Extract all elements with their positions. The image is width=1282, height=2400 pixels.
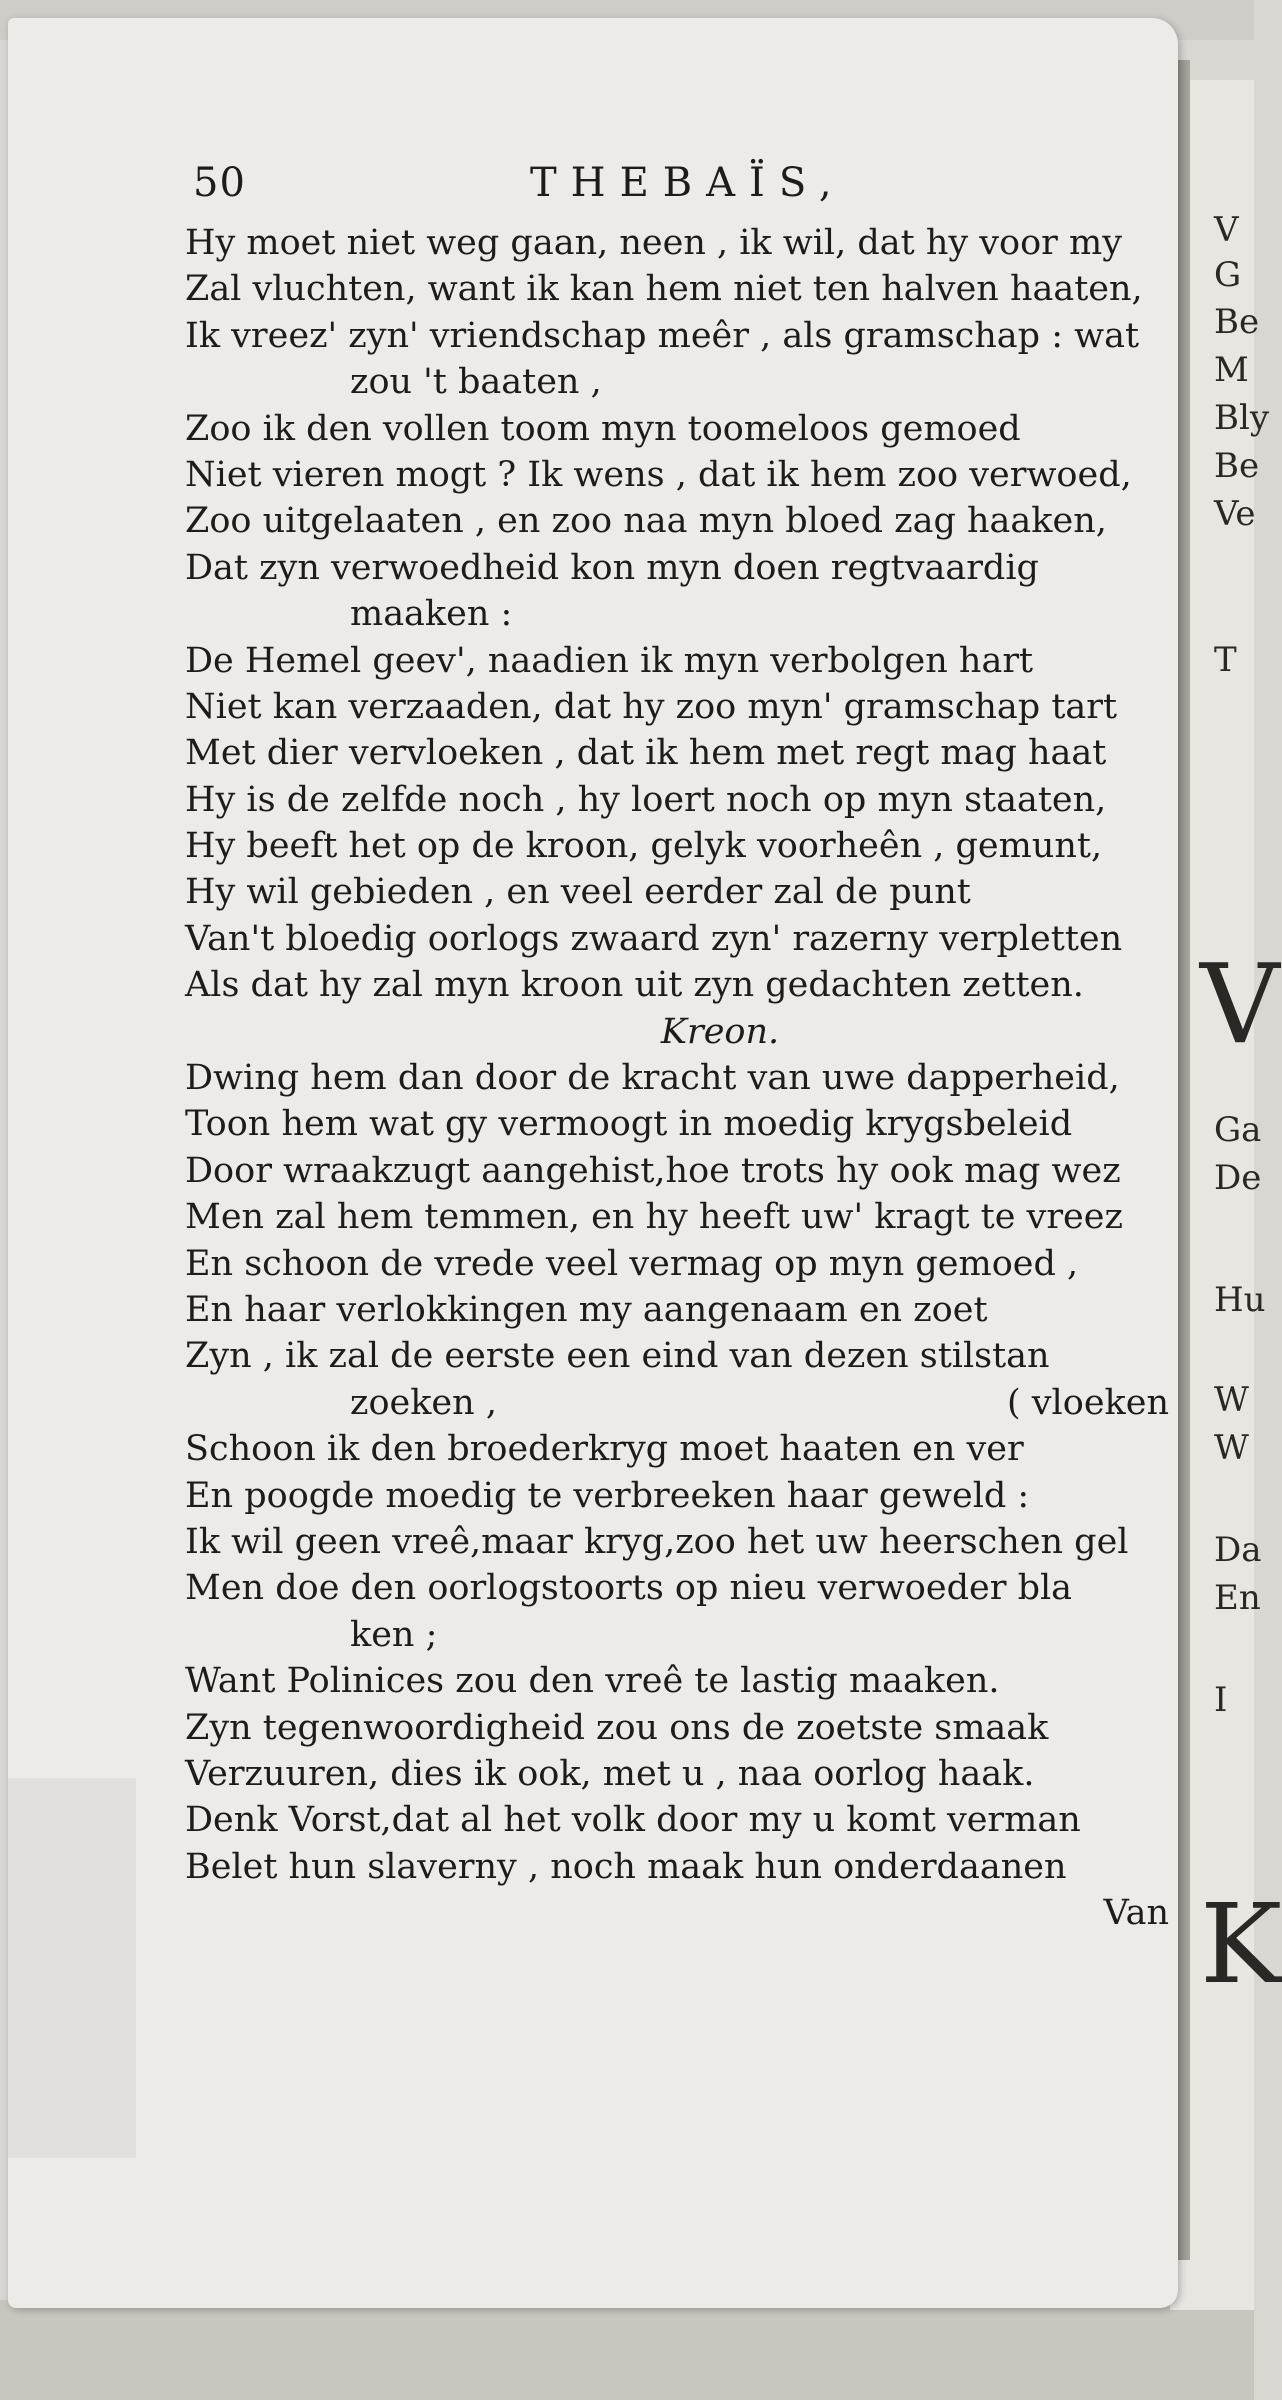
verse-line xyxy=(185,1565,1175,1611)
verse-line xyxy=(185,1705,1175,1751)
verse-text: Hy wil gebieden , en veel eerder zal de punt xyxy=(185,872,971,913)
verse-text: Men doe den oorlogstoorts op nieu verwoeder bla xyxy=(185,1568,1073,1609)
facing-fragment: V xyxy=(1200,940,1280,1068)
speaker-name xyxy=(185,1009,1175,1055)
verse-text: En poogde moedig te verbreeken haar geweld : xyxy=(185,1475,1030,1516)
facing-fragment: De xyxy=(1214,1158,1262,1198)
verse-text: Ik vreez' zyn' vriendschap meêr , als gramschap : wat xyxy=(185,315,1140,356)
facing-fragment: M xyxy=(1214,350,1249,390)
verse-line xyxy=(185,313,1175,359)
facing-fragment: Be xyxy=(1214,302,1260,342)
verse-line xyxy=(185,406,1175,452)
verse-line xyxy=(185,1241,1175,1287)
verse-text: Belet hun slaverny , noch maak hun onderdaanen xyxy=(185,1846,1067,1887)
verse-text: Toon hem wat gy vermoogt in moedig krygsbeleid xyxy=(185,1104,1073,1145)
verse-text: Door wraakzugt aangehist,hoe trots hy ook mag wez xyxy=(185,1150,1121,1191)
facing-fragment: W xyxy=(1214,1428,1249,1468)
verse-line xyxy=(185,1612,1175,1658)
page-text xyxy=(185,160,1175,1936)
verse-text: Zyn tegenwoordigheid zou ons de zoetste smaak xyxy=(185,1707,1049,1748)
verse-line xyxy=(185,545,1175,591)
facing-fragment: I xyxy=(1214,1680,1228,1720)
verse-line xyxy=(185,1148,1175,1194)
verse-line xyxy=(185,1473,1175,1519)
verse-line xyxy=(185,730,1175,776)
verse-text: Zoo uitgelaaten , en zoo naa myn bloed zag haaken, xyxy=(185,501,1107,542)
facing-fragment: En xyxy=(1214,1578,1261,1618)
verse-lines xyxy=(185,220,1175,1936)
verse-line xyxy=(185,1055,1175,1101)
verse-overflow: ( vloeken xyxy=(1007,1382,1169,1423)
facing-fragment: V xyxy=(1214,210,1239,250)
verse-line xyxy=(185,916,1175,962)
verse-text: Hy beeft het op de kroon, gelyk voorheên , gemunt, xyxy=(185,826,1103,867)
verse-text: Men zal hem temmen, en hy heeft uw' kragt te vreez xyxy=(185,1197,1123,1238)
verse-text: En haar verlokkingen my aangenaam en zoet xyxy=(185,1289,988,1330)
verse-line xyxy=(185,1101,1175,1147)
verse-text: Van't bloedig oorlogs zwaard zyn' razerny verpletten xyxy=(185,918,1123,959)
verse-text: Zoo ik den vollen toom myn toomeloos gemoed xyxy=(185,408,1021,449)
verse-text: Want Polinices zou den vreê te lastig maaken. xyxy=(185,1661,1000,1702)
verse-text: Verzuuren, dies ik ook, met u , naa oorlog haak. xyxy=(185,1753,1035,1794)
verse-line xyxy=(185,1333,1175,1379)
verse-line xyxy=(185,962,1175,1008)
catchword: Van xyxy=(1103,1893,1169,1934)
verse-line xyxy=(185,1797,1175,1843)
facing-fragment: Bly xyxy=(1214,398,1270,438)
verse-line xyxy=(185,1844,1175,1890)
verse-text: Hy moet niet weg gaan, neen , ik wil, dat hy voor my xyxy=(185,223,1123,263)
verse-line xyxy=(185,1751,1175,1797)
verse-line xyxy=(185,220,1175,266)
facing-fragment: Hu xyxy=(1214,1280,1266,1320)
verse-text: Met dier vervloeken , dat ik hem met regt mag haat xyxy=(185,733,1107,774)
verse-text: En schoon de vrede veel vermag op myn gemoed , xyxy=(185,1243,1079,1284)
verse-text: Denk Vorst,dat al het volk door my u komt verman xyxy=(185,1800,1081,1841)
facing-fragment: G xyxy=(1214,255,1242,295)
running-head xyxy=(185,160,1175,220)
verse-text: ken ; xyxy=(350,1614,438,1655)
verse-line xyxy=(185,1287,1175,1333)
verse-line xyxy=(185,452,1175,498)
verse-line xyxy=(185,777,1175,823)
verse-line xyxy=(185,1890,1175,1936)
verse-line xyxy=(185,1658,1175,1704)
facing-fragment: W xyxy=(1214,1380,1249,1420)
facing-fragment: Ve xyxy=(1214,494,1256,534)
verse-line xyxy=(185,869,1175,915)
running-title: THEBAÏS, xyxy=(530,160,846,206)
verse-line xyxy=(185,359,1175,405)
verse-line xyxy=(185,638,1175,684)
verse-line xyxy=(185,1194,1175,1240)
verse-text: Ik wil geen vreê,maar kryg,zoo het uw heerschen gel xyxy=(185,1521,1129,1562)
verse-line xyxy=(185,1519,1175,1565)
verse-text: zou 't baaten , xyxy=(350,362,602,403)
verse-text: Kreon. xyxy=(660,1011,780,1052)
verse-text: Hy is de zelfde noch , hy loert noch op myn staaten, xyxy=(185,779,1107,820)
verse-text: Dat zyn verwoedheid kon myn doen regtvaardig xyxy=(185,547,1039,588)
verse-line xyxy=(185,823,1175,869)
facing-fragment: Ga xyxy=(1214,1110,1262,1150)
verse-text: Zal vluchten, want ik kan hem niet ten halven haaten, xyxy=(185,269,1143,310)
verse-line xyxy=(185,591,1175,637)
facing-fragment: Be xyxy=(1214,446,1260,486)
verse-text: Dwing hem dan door de kracht van uwe dapperheid, xyxy=(185,1058,1120,1099)
verse-text: maaken : xyxy=(350,594,513,635)
verse-text: De Hemel geev', naadien ik myn verbolgen hart xyxy=(185,640,1034,681)
verse-text: Zyn , ik zal de eerste een eind van dezen stilstan xyxy=(185,1336,1050,1377)
verse-line xyxy=(185,1380,1175,1426)
verse-line xyxy=(185,266,1175,312)
verse-text: Niet kan verzaaden, dat hy zoo myn' gramschap tart xyxy=(185,686,1118,727)
verse-text: Schoon ik den broederkryg moet haaten en ver xyxy=(185,1429,1024,1470)
facing-fragment: Da xyxy=(1214,1530,1262,1570)
verse-line xyxy=(185,498,1175,544)
verse-text: Als dat hy zal myn kroon uit zyn gedachten zetten. xyxy=(185,965,1084,1006)
paper-patch xyxy=(8,1778,136,2158)
verse-text: Niet vieren mogt ? Ik wens , dat ik hem zoo verwoed, xyxy=(185,454,1132,495)
verse-text: zoeken , xyxy=(350,1382,497,1423)
background-bottom xyxy=(0,2300,1254,2400)
page-number: 50 xyxy=(193,160,246,206)
facing-fragment: T xyxy=(1214,640,1237,680)
verse-line xyxy=(185,684,1175,730)
verse-line xyxy=(185,1426,1175,1472)
facing-fragment: K xyxy=(1200,1880,1282,2008)
